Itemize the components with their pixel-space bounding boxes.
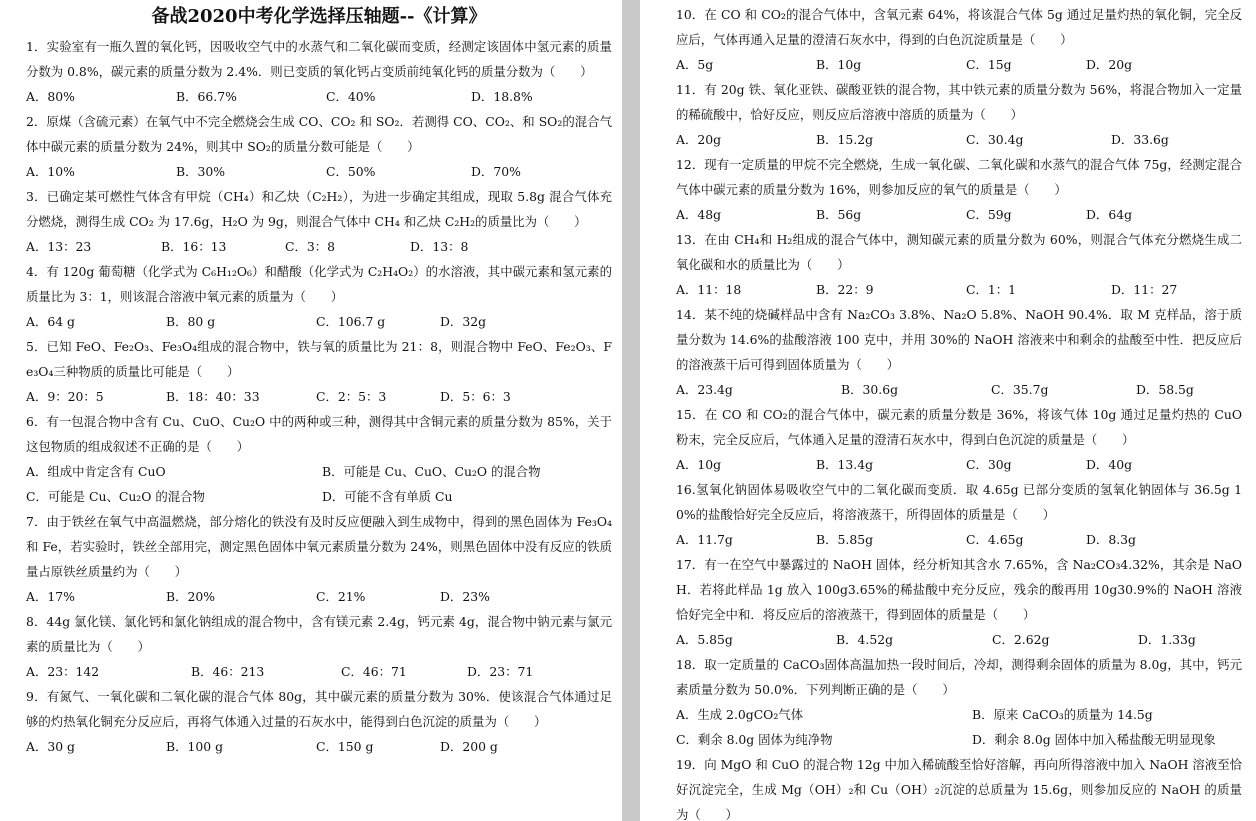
answer-option: D．剩余 8.0g 固体中加入稀盐酸无明显现象 [972,732,1216,747]
question-19 [676,752,1242,821]
answer-option: A．组成中肯定含有 CuO [26,464,166,479]
answer-options [26,84,612,109]
question-text: 6．有一包混合物中含有 Cu、CuO、Cu₂O 中的两种或三种，测得其中含铜元素的质量分数为 85%，关于这包物质的组成叙述不正确的是（ ） [26,414,612,454]
answer-option: C．2.62g [992,632,1050,647]
question-16 [676,477,1242,552]
answer-option: A．80% [26,89,75,104]
question-text: 12．现有一定质量的甲烷不完全燃烧，生成一氧化碳、二氧化碳和水蒸气的混合气体 75g，经测定混合气体中碳元素的质量分数为 16%，则参加反应的氧气的质量是（ ） [676,157,1242,197]
answer-options [26,459,612,509]
question-text: 9．有氮气、一氧化碳和二氧化碳的混合气体 80g，其中碳元素的质量分数为 30%．使该混合气体通过足够的灼热氧化铜充分反应后，再将气体通入过量的石灰水中，能得到白色沉淀的质量为（ ） [26,689,612,729]
answer-options [26,584,612,609]
question-text: 18．取一定质量的 CaCO₃固体高温加热一段时间后，冷却，测得剩余固体的质量为 8.0g，其中，钙元素质量分数为 50.0%．下列判断正确的是（ ） [676,657,1242,697]
answer-options [676,702,1242,752]
answer-option: D．13：8 [410,239,469,254]
answer-option: D．11：27 [1111,282,1178,297]
answer-option: D．8.3g [1086,532,1136,547]
answer-option: A．23.4g [676,382,733,397]
question-13 [676,227,1242,302]
answer-option: D．5：6：3 [440,389,511,404]
left-column [0,0,622,821]
answer-option: D．58.5g [1136,382,1194,397]
answer-option: C．剩余 8.0g 固体为纯净物 [676,732,833,747]
question-text: 16.氢氧化钠固体易吸收空气中的二氧化碳而变质．取 4.65g 已部分变质的氢氧化钠固体与 36.5g 10%的盐酸恰好完全反应后，将溶液蒸干，所得固体的质量是（ ） [676,482,1242,522]
answer-options [26,159,612,184]
answer-options [676,277,1242,302]
answer-options [676,627,1242,652]
answer-option: D．20g [1086,57,1133,72]
question-text: 8．44g 氯化镁、氯化钙和氯化钠组成的混合物中，含有镁元素 2.4g，钙元素 4g，混合物中钠元素与氯元素的质量比为（ ） [26,614,612,654]
answer-option: D．23：71 [467,664,534,679]
answer-option: D．18.8% [471,89,533,104]
answer-option: B．5.85g [816,532,874,547]
question-11 [676,77,1242,152]
question-10 [676,2,1242,77]
answer-option: B．46：213 [191,664,265,679]
question-2 [26,109,612,184]
question-3 [26,184,612,259]
page-gutter [622,0,640,821]
answer-option: C．4.65g [966,532,1024,547]
answer-option: A．13：23 [26,239,92,254]
answer-option: C．3：8 [285,239,336,254]
question-text: 10．在 CO 和 CO₂的混合气体中，含氧元素 64%，将该混合气体 5g 通过足量灼热的氧化铜，完全反应后，气体再通入足量的澄清石灰水中，得到的白色沉淀质量是（ ） [676,7,1242,47]
answer-option: B．30.6g [841,382,899,397]
answer-option: B．56g [816,207,862,222]
answer-option: A．64 g [26,314,75,329]
question-text: 7．由于铁丝在氧气中高温燃烧，部分熔化的铁没有及时反应便融入到生成物中，得到的黑色固体为 Fe₃O₄和 Fe，若实验时，铁丝全部用完，测定黑色固体中氧元素质量分数为 24%，则黑色固体中没有反应的铁质量占原铁丝质量约为（ ） [26,514,612,579]
answer-option: B．20% [166,589,216,604]
question-text: 11．有 20g 铁、氧化亚铁、碳酸亚铁的混合物，其中铁元素的质量分数为 56%，将混合物加入一定量的稀硫酸中，恰好反应，则反应后溶液中溶质的质量为（ ） [676,82,1242,122]
answer-options [676,52,1242,77]
answer-option: A．11.7g [676,532,733,547]
question-text: 17．有一在空气中暴露过的 NaOH 固体，经分析知其含水 7.65%，含 Na₂CO₃4.32%，其余是 NaOH．若将此样品 1g 放入 100g3.65%的稀盐酸中充分反应，残余的酸再用 10g30.9%的 NaOH 溶液恰好完全中和．将反应后的溶液蒸干，得到固体的质量是（ ） [676,557,1242,622]
question-text: 1．实验室有一瓶久置的氧化钙，因吸收空气中的水蒸气和二氧化碳而变质，经测定该固体中氢元素的质量分数为 0.8%，碳元素的质量分数为 2.4%．则已变质的氧化钙占变质前纯氧化钙的质量分数为（ ） [26,39,612,79]
answer-option: C．106.7 g [316,314,386,329]
right-column [640,0,1256,821]
question-text: 13．在由 CH₄和 H₂组成的混合气体中，测知碳元素的质量分数为 60%，则混合气体充分燃烧生成二氧化碳和水的质量比为（ ） [676,232,1242,272]
answer-option: C．50% [326,164,376,179]
question-18 [676,652,1242,752]
answer-option: D．23% [440,589,490,604]
left-question-list [26,34,612,759]
question-9 [26,684,612,759]
answer-option: B．15.2g [816,132,874,147]
answer-option: A．17% [26,589,75,604]
question-12 [676,152,1242,227]
answer-option: B．100 g [166,739,224,754]
answer-option: B．80 g [166,314,216,329]
answer-options [26,734,612,759]
answer-options [26,309,612,334]
answer-option: D．70% [471,164,521,179]
answer-option: D．40g [1086,457,1133,472]
answer-option: C．46：71 [341,664,407,679]
question-text: 14．某不纯的烧碱样品中含有 Na₂CO₃ 3.8%、Na₂O 5.8%、NaOH 90.4%．取 M 克样品，溶于质量分数为 14.6%的盐酸溶液 100 克中，并用 30%的 NaOH 溶液来中和剩余的盐酸至中性．把反应后的溶液蒸干后可得到固体质量为（ ） [676,307,1242,372]
answer-option: C．30g [966,457,1012,472]
question-text: 4．有 120g 葡萄糖（化学式为 C₆H₁₂O₆）和醋酸（化学式为 C₂H₄O₂）的水溶液，其中碳元素和氢元素的质量比为 3：1，则该混合溶液中氧元素的质量为（ ） [26,264,612,304]
answer-option: A．48g [676,207,722,222]
question-14 [676,302,1242,402]
answer-option: D．1.33g [1138,632,1196,647]
question-15 [676,402,1242,477]
question-17 [676,552,1242,652]
question-text: 15．在 CO 和 CO₂的混合气体中，碳元素的质量分数是 36%，将该气体 10g 通过足量灼热的 CuO 粉末，完全反应后，气体通入足量的澄清石灰水中，得到白色沉淀的质量是（ ） [676,407,1242,447]
answer-options [676,127,1242,152]
question-5 [26,334,612,409]
answer-option: C．59g [966,207,1012,222]
document-title: 备战2020中考化学选择压轴题--《计算》 [151,6,487,27]
question-4 [26,259,612,334]
answer-option: A．30 g [26,739,75,754]
question-text: 19．向 MgO 和 CuO 的混合物 12g 中加入稀硫酸至恰好溶解，再向所得溶液中加入 NaOH 溶液至恰好沉淀完全，生成 Mg（OH）₂和 Cu（OH）₂沉淀的总质量为 15.6g，则参加反应的 NaOH 的质量为（ ） [676,757,1242,821]
answer-option: B．22：9 [816,282,874,297]
answer-option: D．200 g [440,739,498,754]
answer-option: D．33.6g [1111,132,1169,147]
answer-option: A．5g [676,57,714,72]
answer-option: C．2：5：3 [316,389,387,404]
answer-option: B．原来 CaCO₃的质量为 14.5g [972,707,1153,722]
answer-option: B．30% [176,164,226,179]
answer-option: A．11：18 [676,282,742,297]
answer-option: A．9：20：5 [26,389,104,404]
answer-option: A．生成 2.0gCO₂气体 [676,707,804,722]
answer-option: C．150 g [316,739,374,754]
question-text: 5．已知 FeO、Fe₂O₃、Fe₃O₄组成的混合物中，铁与氧的质量比为 21：8，则混合物中 FeO、Fe₂O₃、Fe₃O₄三种物质的质量比可能是（ ） [26,339,612,379]
answer-option: B．16：13 [161,239,227,254]
answer-option: C．1：1 [966,282,1017,297]
answer-options [26,234,612,259]
answer-option: B．4.52g [836,632,894,647]
answer-options [26,384,612,409]
answer-option: B．10g [816,57,862,72]
answer-option: D．可能不含有单质 Cu [322,489,453,504]
question-text: 3．已确定某可燃性气体含有甲烷（CH₄）和乙炔（C₂H₂），为进一步确定其组成，现取 5.8g 混合气体充分燃烧，测得生成 CO₂ 为 17.6g，H₂O 为 9g，则混合气体中 CH₄ 和乙炔 C₂H₂的质量比为（ ） [26,189,612,229]
answer-option: C．40% [326,89,376,104]
answer-option: C．可能是 Cu、Cu₂O 的混合物 [26,489,205,504]
answer-option: A．10% [26,164,75,179]
answer-option: B．18：40：33 [166,389,260,404]
answer-options [676,452,1242,477]
right-question-list [676,2,1242,821]
answer-option: A．23：142 [26,664,100,679]
question-text: 2．原煤（含硫元素）在氧气中不完全燃烧会生成 CO、CO₂ 和 SO₂．若测得 CO、CO₂、和 SO₂的混合气体中碳元素的质量分数为 24%，则其中 SO₂的质量分数可能是（ ） [26,114,612,154]
answer-options [676,527,1242,552]
answer-option: B．66.7% [176,89,237,104]
question-8 [26,609,612,684]
question-7 [26,509,612,609]
answer-option: C．15g [966,57,1012,72]
answer-option: C．35.7g [991,382,1049,397]
answer-option: C．30.4g [966,132,1024,147]
answer-option: D．64g [1086,207,1133,222]
question-1 [26,34,612,109]
answer-option: C．21% [316,589,366,604]
answer-options [676,377,1242,402]
answer-option: A．20g [676,132,722,147]
answer-option: B．13.4g [816,457,874,472]
answer-option: A．10g [676,457,722,472]
answer-option: B．可能是 Cu、CuO、Cu₂O 的混合物 [322,464,541,479]
question-6 [26,409,612,509]
answer-option: D．32g [440,314,487,329]
answer-options [676,202,1242,227]
answer-options [26,659,612,684]
answer-option: A．5.85g [676,632,733,647]
